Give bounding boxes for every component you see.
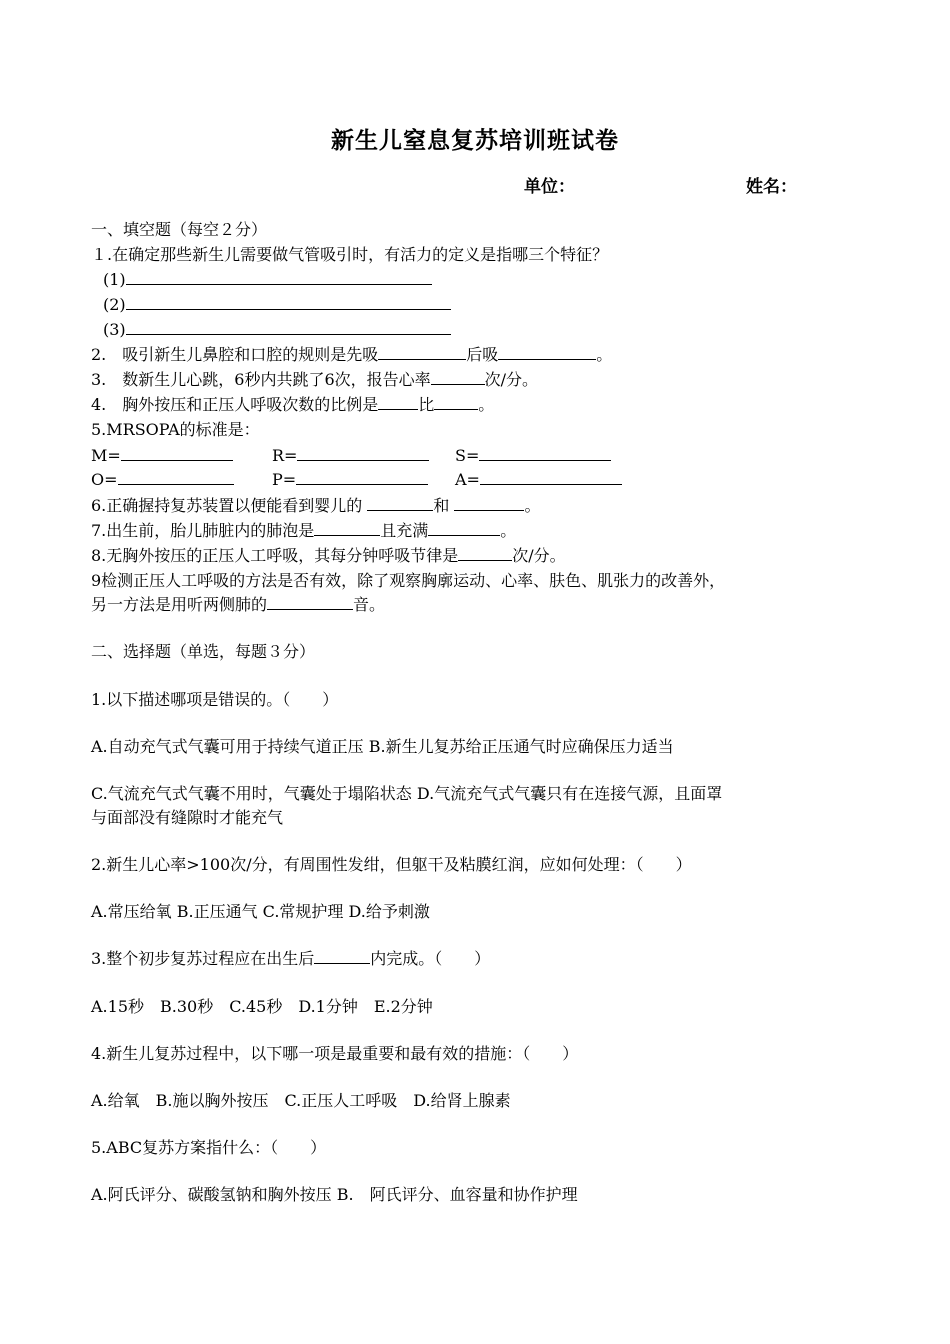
s1-q1-item-1: (1) <box>103 268 432 292</box>
answer-blank <box>267 593 353 610</box>
mrsopa-a: A= <box>455 468 622 492</box>
mrsopa-s: S= <box>455 444 611 468</box>
s1-q4: 4. 胸外按压和正压人呼吸次数的比例是 比 。 <box>91 395 495 414</box>
s1-q8: 8.无胸外按压的正压人工呼吸，其每分钟呼吸节律是 次/分。 <box>91 546 566 565</box>
s1-q1-item-3: (3) <box>103 318 451 342</box>
s2-q1-options-2a: C.气流充气式气囊不用时，气囊处于塌陷状态 D.气流充气式气囊只有在连接气源，且面罩 <box>91 784 723 803</box>
s2-q1: 1.以下描述哪项是错误的。（ ） <box>91 690 339 709</box>
s1-q6: 6.正确握持复苏装置以便能看到婴儿的 和 。 <box>91 496 541 515</box>
answer-blank <box>126 268 432 285</box>
answer-blank <box>314 947 370 964</box>
answer-blank <box>297 444 429 461</box>
unit-label: 单位： <box>524 177 575 197</box>
s2-q5-options: A.阿氏评分、碳酸氢钠和胸外按压 B. 阿氏评分、血容量和协作护理 <box>91 1185 578 1204</box>
s2-q3-options: A.15秒 B.30秒 C.45秒 D.1分钟 E.2分钟 <box>91 997 433 1016</box>
s1-q7: 7.出生前，胎儿肺脏内的肺泡是 且充满 。 <box>91 521 517 540</box>
mrsopa-r: R= <box>272 444 429 468</box>
s2-q1-options-2b: 与面部没有缝隙时才能充气 <box>91 808 284 827</box>
answer-blank <box>431 368 485 385</box>
s2-q2-options: A.常压给氧 B.正压通气 C.常规护理 D.给予刺激 <box>91 902 430 921</box>
s2-q1-options-1: A.自动充气式气囊可用于持续气道正压 B.新生儿复苏给正压通气时应确保压力适当 <box>91 737 674 756</box>
answer-blank <box>126 318 451 335</box>
answer-blank <box>434 393 478 410</box>
s1-q2: 2. 吸引新生儿鼻腔和口腔的规则是先吸 后吸 。 <box>91 345 613 364</box>
answer-blank <box>498 343 596 360</box>
mrsopa-o: O= <box>91 468 234 492</box>
answer-blank <box>367 494 433 511</box>
answer-blank <box>378 343 466 360</box>
answer-blank <box>126 293 451 310</box>
answer-blank <box>296 468 428 485</box>
mrsopa-m: M= <box>91 444 233 468</box>
s2-q4: 4.新生儿复苏过程中，以下哪一项是最重要和最有效的措施：（ ） <box>91 1044 579 1063</box>
answer-blank <box>378 393 418 410</box>
answer-blank <box>118 468 234 485</box>
answer-blank <box>121 444 233 461</box>
answer-blank <box>458 544 512 561</box>
answer-blank <box>314 519 380 536</box>
s2-q2: 2.新生儿心率>100次/分，有周围性发绀，但躯干及粘膜红润，应如何处理：（ ） <box>91 855 692 874</box>
answer-blank <box>479 444 611 461</box>
section2-heading: 二、选择题（单选，每题３分） <box>91 642 316 661</box>
s1-q9-line2: 另一方法是用听两侧肺的 音。 <box>91 595 386 614</box>
page-title: 新生儿窒息复苏培训班试卷 <box>331 127 619 154</box>
s2-q3: 3.整个初步复苏过程应在出生后 内完成。（ ） <box>91 949 491 968</box>
s1-q5: 5.MRSOPA的标准是： <box>91 420 260 439</box>
answer-blank <box>428 519 500 536</box>
section1-heading: 一、填空题（每空２分） <box>91 220 268 239</box>
s1-q3: 3. 数新生儿心跳，6秒内共跳了6次，报告心率 次/分。 <box>91 370 539 389</box>
s1-q1: １.在确定那些新生儿需要做气管吸引时，有活力的定义是指哪三个特征？ <box>91 245 609 264</box>
answer-blank <box>454 494 524 511</box>
answer-blank <box>480 468 622 485</box>
s1-q1-item-2: (2) <box>103 293 451 317</box>
s1-q9-line1: 9检测正压人工呼吸的方法是否有效，除了观察胸廓运动、心率、肤色、肌张力的改善外， <box>91 571 726 590</box>
s2-q5: 5.ABC复苏方案指什么：（ ） <box>91 1138 327 1157</box>
name-label: 姓名： <box>746 177 797 197</box>
mrsopa-p: P= <box>272 468 428 492</box>
s2-q4-options: A.给氧 B.施以胸外按压 C.正压人工呼吸 D.给肾上腺素 <box>91 1091 511 1110</box>
